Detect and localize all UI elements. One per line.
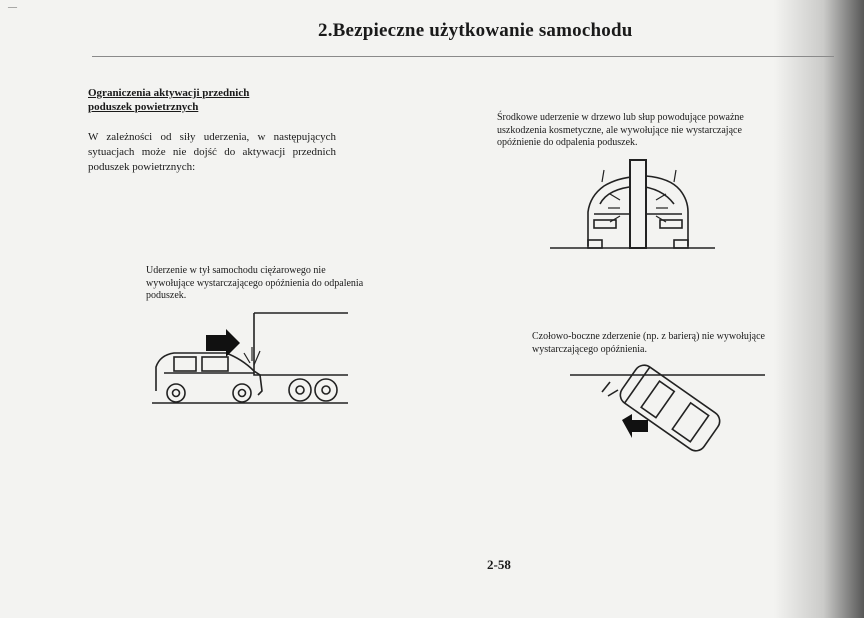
page-title: 2.Bezpieczne użytkowanie samochodu xyxy=(318,20,633,41)
page-number: 2-58 xyxy=(487,557,511,572)
pole-impact-caption: Środkowe uderzenie w drzewo lub słup powodujące poważne uszkodzenia kosmetyczne, ale wywołujące nie wystarczające opóźnienie do odpalenia poduszek. xyxy=(497,112,744,148)
truck-rear-illustration xyxy=(150,305,350,405)
title-rule xyxy=(92,56,834,57)
section-heading: Ograniczenia aktywacji przednich poduszek powietrznych xyxy=(88,87,250,113)
page-binding-shadow xyxy=(774,0,864,618)
section-body-text: W zależności od siły uderzenia, w następujących sytuacjach może nie dojść do aktywacji przednich poduszek powietrznych: xyxy=(88,131,336,173)
angle-impact-caption: Czołowo-boczne zderzenie (np. z barierą) nie wywołujące wystarczającego opóźnienia. xyxy=(532,331,765,355)
corner-mark: — xyxy=(8,2,17,12)
truck-rear-caption: Uderzenie w tył samochodu ciężarowego nie wywołujące wystarczającego opóźnienia do odpalenia poduszek. xyxy=(146,265,364,301)
angle-impact-illustration xyxy=(570,370,770,460)
pole-impact-illustration xyxy=(550,160,720,255)
